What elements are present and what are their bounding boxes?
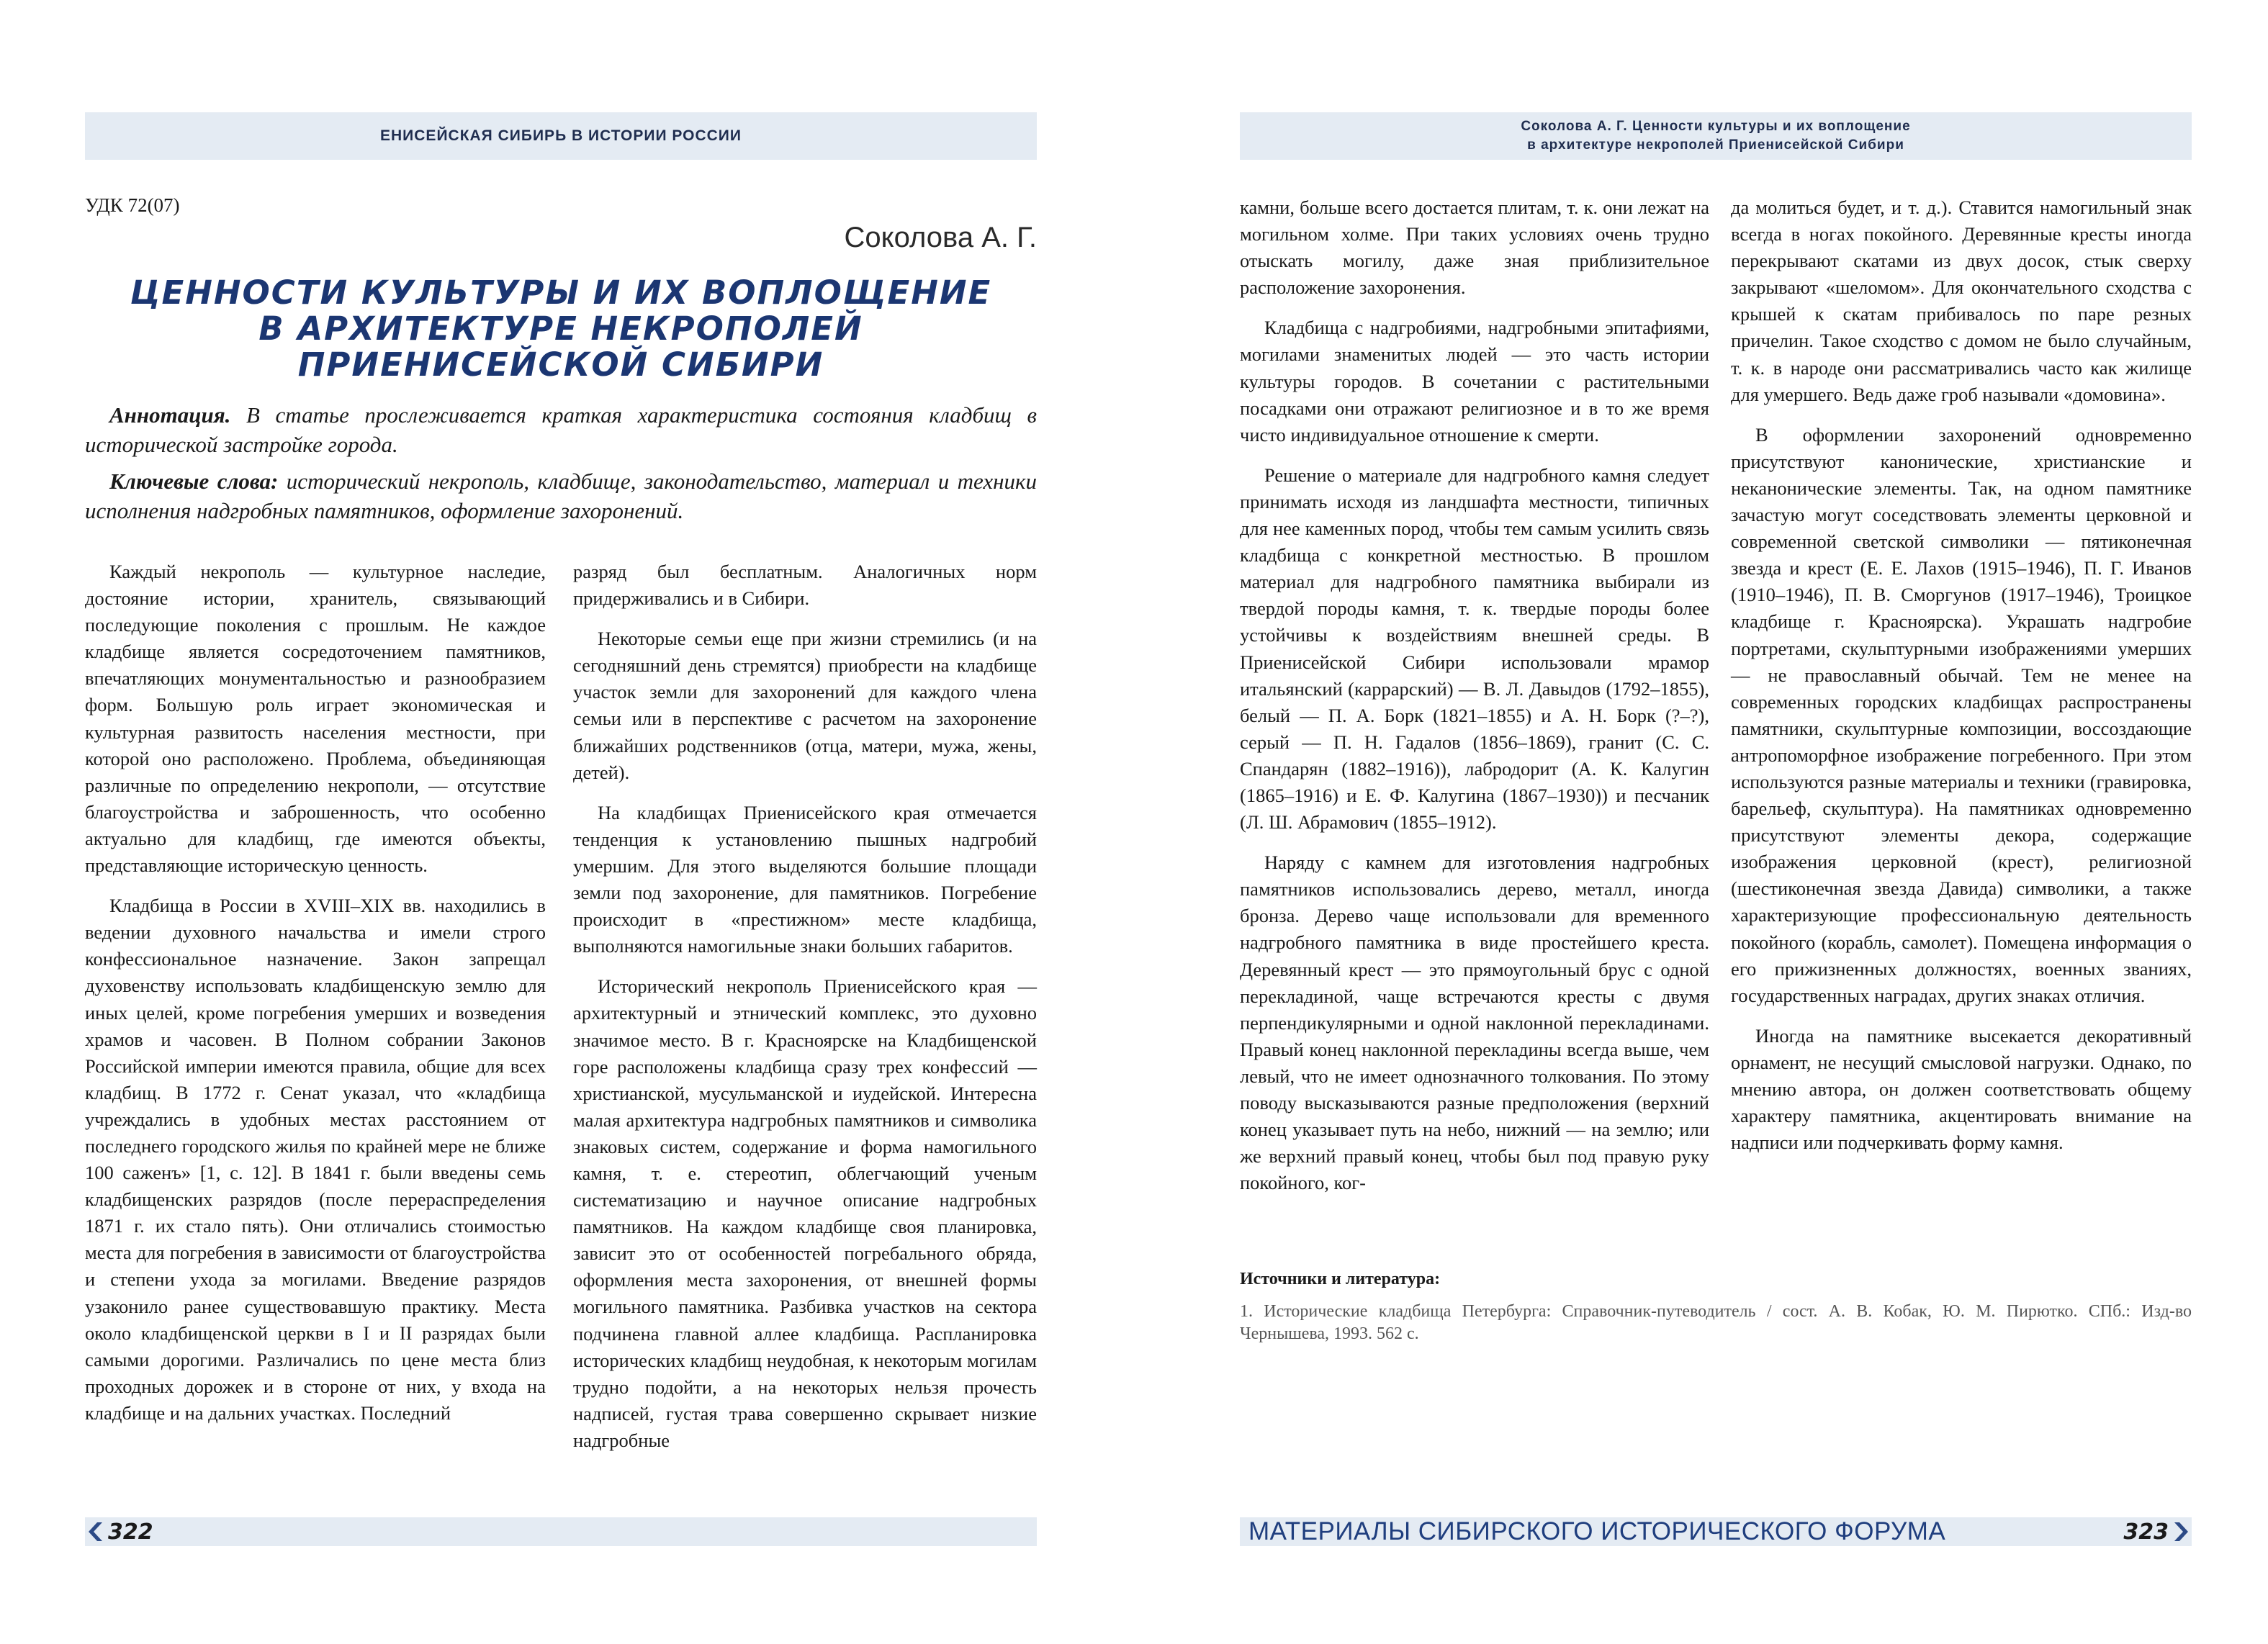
paragraph: Исторический некрополь Приенисейского края — архитектурный и этнический комплекс, это духовно значимое место. В г. Красноярске на Кладбищенской горе расположены кладбища сразу трех конфессий — христианской, мусульманской и иудейской. Интересна малая архитектура надгробных памятников и символика знаковых систем, содержание и форма намогильного камня, т. е. стереотип, облегчающий ученым систематизацию и научное описание надгробных памятников. На каждом кладбище своя планировка, зависит это от особенностей погребального обряда, оформления места захоронения, от внешней формы могильного памятника. Разбивка участков на сектора подчинена главной аллее кладбища. Распланировка исторических кладбищ неудобная, к некоторым могилам трудно подойти, а на некоторых нельзя прочесть надписей, густая трава совершенно скрывает низкие надгробные [573,975,1037,1451]
running-head [1240,112,2192,160]
page-number-group [2123,1519,2189,1545]
paragraph: На кладбищах Приенисейского края отмечается тенденция к установлению пышных надгробий умершим. Для этого выделяются большие площади земли под захоронение, для памятников. Погребение происходит в «престижном» месте кладбища, выполняются намогильные знаки больших габаритов. [573,801,1037,957]
paragraph: разряд был бесплатным. Аналогичных норм придерживались и в Сибири. [573,561,1037,610]
paragraph: камни, больше всего достается плитам, т. к. они лежат на могильном холме. При таких условиях очень трудно отыскать могилу, даже зная приблизительное расположение захоронения. [1240,197,1709,299]
chevron-left-icon [88,1521,104,1543]
text-column-1 [85,559,546,1440]
annotation-text: В статье прослеживается краткая характеристика состояния кладбищ в исторической застройке города. [85,402,1037,457]
journal-title: МАТЕРИАЛЫ СИБИРСКОГО ИСТОРИЧЕСКОГО ФОРУМА [1248,1517,1946,1545]
annotation [85,400,1037,459]
reference-item: 1. Исторические кладбища Петербурга: Справочник-путеводитель / сост. А. В. Кобак, Ю. М. Пирютко. СПб.: Изд-во Чернышева, 1993. 562 с. [1240,1302,2192,1343]
udk-code: УДК 72(07) [85,194,180,216]
keywords-text: исторический некрополь, кладбище, законодательство, материал и техники исполнения надгробных памятников, оформление захоронений. [85,469,1038,523]
title-line: ЦЕННОСТИ КУЛЬТУРЫ И ИХ ВОПЛОЩЕНИЕ [130,274,992,312]
paragraph: Решение о материале для надгробного камня следует принимать исходя из ландшафта местности, типичных для нее каменных пород, чтобы тем самым усилить связь кладбища с конкретной местностью. В прошлом материал для надгробного памятника выбирали из твердой породы камня, т. к. твердые породы более устойчивы к воздействиям внешней среды. В Приенисейской Сибири использовали мрамор итальянский (каррарский) — В. Л. Давыдов (1792–1855), белый — П. А. Борк (1821–1855) и А. Н. Борк (?–?), серый — П. Н. Гадалов (1856–1869), гранит (С. С. Спандарян (1882–1916)), лабродорит (А. К. Калугин (1865–1916) и Е. Ф. Калугина (1867–1930)) и песчаник (Л. Ш. Абрамович (1855–1912). [1240,464,1709,834]
running-head-line: в архитектуре некрополей Приенисейской Сибири [1527,137,1904,153]
right-page [1240,0,2192,1644]
footer-bar [85,1517,1037,1546]
annotation-label: Аннотация. [109,402,231,428]
paragraph: Кладбища с надгробиями, надгробными эпитафиями, могилами знаменитых людей — это часть истории культуры городов. В сочетании с растительными посадками они отражают религиозное и в то же время чисто индивидуальное отношение к смерти. [1240,317,1709,446]
running-head [85,112,1037,160]
references-title: Источники и литература: [1240,1270,1441,1288]
article-title [85,275,1037,383]
footer-bar [1240,1517,2192,1546]
keywords-label: Ключевые слова: [109,469,279,494]
text-column-1 [1240,194,1709,1210]
page-number: 323 [2123,1519,2169,1545]
paragraph: Кладбища в России в XVIII–XIX вв. находились в ведении духовного начальства и имели строго конфессиональное назначение. Закон запрещал духовенству использовать кладбищенскую землю для иных целей, кроме погребения умерших и возведения храмов и часовен. В Полном собрании Законов Российской империи имеются правила, общие для всех кладбищ. В 1772 г. Сенат указал, что «кладбища учреждались в удобных местах расстоянием от последнего городского жилья по крайней мере не ближе 100 саженъ» [1, с. 12]. В 1841 г. были введены семь кладбищенских разрядов (после перераспределения 1871 г. их стало пять). Они отличались стоимостью места для погребения в зависимости от благоустройства и степени ухода за могилами. Введение разрядов узаконило ранее существовавшую практику. Места около кладбищенской церкви в I и II разрядах были самыми дорогими. Различались по цене места близ проходных дорожек и в стороне от них, у входа на кладбище и на дальних участках. Последний [85,895,546,1424]
chevron-right-icon [2173,1521,2189,1543]
running-head-line: Соколова А. Г. Ценности культуры и их воплощение [1521,119,1911,134]
paragraph: В оформлении захоронений одновременно присутствуют канонические, христианские и неканонические элементы. Так, на одном памятнике зачастую могут соседствовать элементы церковной и современной светской символики — пятиконечная звезда и крест (Е. Е. Лахов (1915–1946), П. Г. Иванов (1910–1946), П. В. Сморгунов (1917–1946), Троицкое кладбище г. Красноярска). Украшать надгробие портретами, скульптурными изображениями умерших — не православный обычай. Тем не менее на современных городских кладбищах распространены памятники, скульптурные композиции, воссоздающие антропоморфное изображение погребенного. При этом используются разные материалы и техники (гравировка, барельеф, скульптура). На памятниках одновременно присутствуют элементы декора, содержащие изображения церковной (крест), религиозной (шестиконечная звезда Давида) символики, а также характеризующие профессиональную деятельность покойного (корабль, самолет). Помещена информация о его прижизненных должностях, военных званиях, государственных наградах, других знаках отличия. [1731,423,2192,1006]
references [1240,1268,2192,1345]
keywords [85,466,1037,525]
left-page [85,0,1037,1644]
text-column-2 [573,559,1037,1468]
paragraph: Некоторые семьи еще при жизни стремились (и на сегодняшний день стремятся) приобрести на кладбище участок земли для захоронений для каждого члена семьи или в перспективе с расчетом на захоронение ближайших родственников (отца, матери, мужа, жены, детей). [573,628,1037,783]
abstract-block [85,400,1037,533]
paragraph: Иногда на памятнике высекается декоративный орнамент, не несущий смысловой нагрузки. Однако, по мнению автора, он должен соответствовать общему характеру памятника, акцентировать внимание на надписи или подчеркивать форму камня. [1731,1024,2192,1154]
title-line: В АРХИТЕКТУРЕ НЕКРОПОЛЕЙ [258,310,863,348]
title-line: ПРИЕНИСЕЙСКОЙ СИБИРИ [297,345,824,384]
page-number: 322 [108,1519,153,1545]
article-author: Соколова А. Г. [844,222,1037,253]
paragraph: Каждый некрополь — культурное наследие, достояние истории, хранитель, связывающий последующие поколения с прошлым. Не каждое кладбище является сосредоточением памятников, впечатляющих монументальностью и разнообразием форм. Большую роль играет экономическая и культурная развитость населения местности, при которой оно расположено. Проблема, объединяющая различные по определению некрополи, — отсутствие благоустройства и заброшенность, что особенно актуально для кладбищ, где имеются объекты, представляющие историческую ценность. [85,561,546,877]
paragraph: Наряду с камнем для изготовления надгробных памятников использовались дерево, металл, иногда бронза. Дерево чаще использовали для временного надгробного памятника в виде простейшего креста. Деревянный крест — это прямоугольный брус с одной перекладиной, чаще встречаются кресты с двумя перпендикулярными и одной наклонной перекладинами. Правый конец наклонной перекладины всегда выше, чем левый, что не имеет однозначного толкования. По этому поводу высказываются разные предположения (верхний конец указывает путь на небо, нижний — на землю; или же верхний правый конец, чтобы был под правую руку покойного, ког- [1240,852,1709,1194]
paragraph: да молиться будет, и т. д.). Ставится намогильный знак всегда в ногах покойного. Деревянные кресты иногда перекрывают скатами из двух досок, стык сверху закрывают «шеломом». Для окончательного сходства с крышей к скатам прибивалось по паре резных причелин. Такое сходство с домом не было случайным, т. к. в народе они рассматривались часто как жилище для умершего. Ведь даже гроб называли «домовина». [1731,197,2192,405]
running-head-text: ЕНИСЕЙСКАЯ СИБИРЬ В ИСТОРИИ РОССИИ [380,127,742,144]
text-column-2 [1731,194,2192,1170]
